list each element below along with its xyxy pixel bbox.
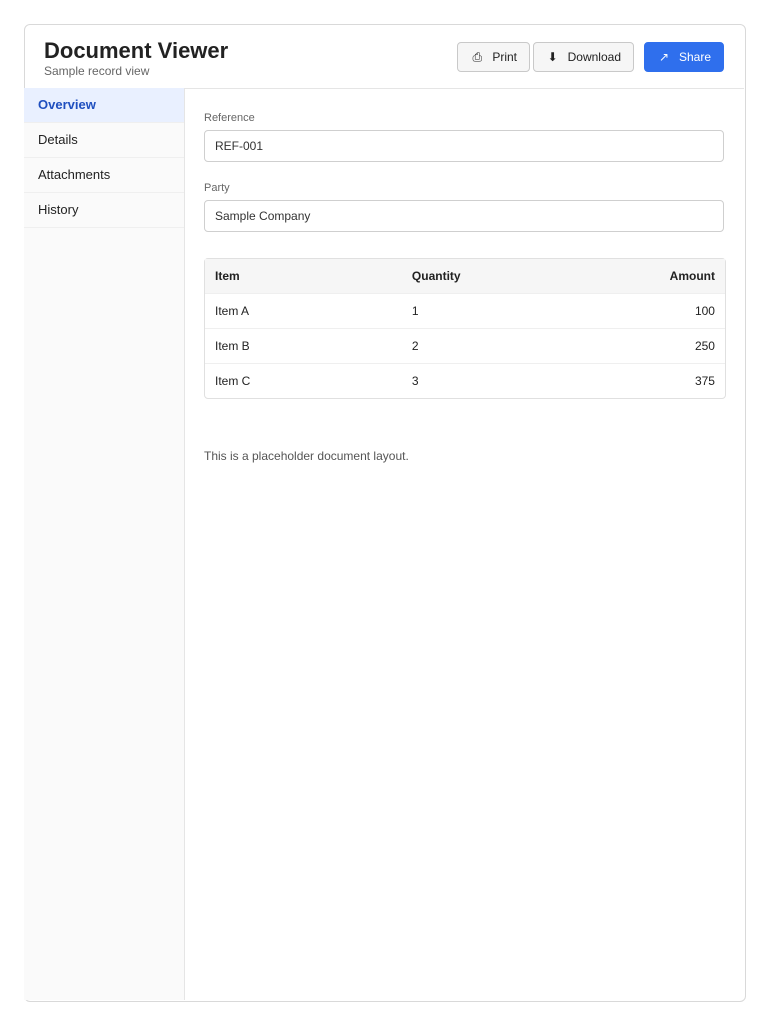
download-label: Download [567, 50, 621, 64]
reference-label: Reference [204, 112, 255, 124]
sidebar-item-history[interactable] [24, 193, 184, 228]
table-header-row [205, 259, 725, 293]
table-header-item: Item [215, 269, 240, 283]
share-button[interactable] [644, 42, 724, 72]
sidebar-item-overview[interactable] [24, 88, 184, 123]
share-label: Share [678, 50, 711, 64]
table-cell: 375 [694, 374, 715, 388]
sidebar [24, 88, 185, 1000]
printer-icon: ⎙ [472, 50, 483, 64]
table-cell: Item A [215, 304, 250, 318]
sidebar-item-label: Overview [38, 97, 96, 112]
party-label: Party [204, 182, 230, 194]
main-content [184, 88, 744, 1000]
table-header-amount: Amount [669, 269, 715, 283]
table-cell: 3 [411, 374, 419, 388]
reference-input[interactable]: REF-001 [204, 130, 724, 162]
table-header-quantity: Quantity [411, 269, 461, 283]
table-row[interactable] [205, 293, 725, 328]
table-row[interactable] [205, 363, 725, 398]
table-row[interactable] [205, 328, 725, 363]
party-input[interactable]: Sample Company [204, 200, 724, 232]
app-subtitle: Sample record view [44, 64, 150, 78]
sidebar-item-details[interactable] [24, 123, 184, 158]
share-icon: ↗ [658, 50, 669, 64]
download-button[interactable] [533, 42, 634, 72]
header [24, 24, 744, 89]
app-title: Document Viewer [44, 38, 229, 63]
table-cell: 250 [694, 339, 715, 353]
sidebar-item-label: Attachments [38, 167, 111, 182]
items-table [204, 258, 726, 399]
party-field [204, 182, 724, 232]
table-cell: Item B [215, 339, 250, 353]
download-icon: ⬇ [547, 50, 558, 64]
table-cell: Item C [215, 374, 251, 388]
sidebar-item-label: History [38, 202, 79, 217]
table-cell: 2 [411, 339, 419, 353]
table-cell: 1 [411, 304, 419, 318]
print-label: Print [492, 50, 517, 64]
print-button[interactable] [457, 42, 530, 72]
sidebar-item-attachments[interactable] [24, 158, 184, 193]
notes-text: This is a placeholder document layout. [204, 449, 409, 463]
table-cell: 100 [694, 304, 715, 318]
reference-field [204, 112, 724, 162]
sidebar-item-label: Details [38, 132, 78, 147]
